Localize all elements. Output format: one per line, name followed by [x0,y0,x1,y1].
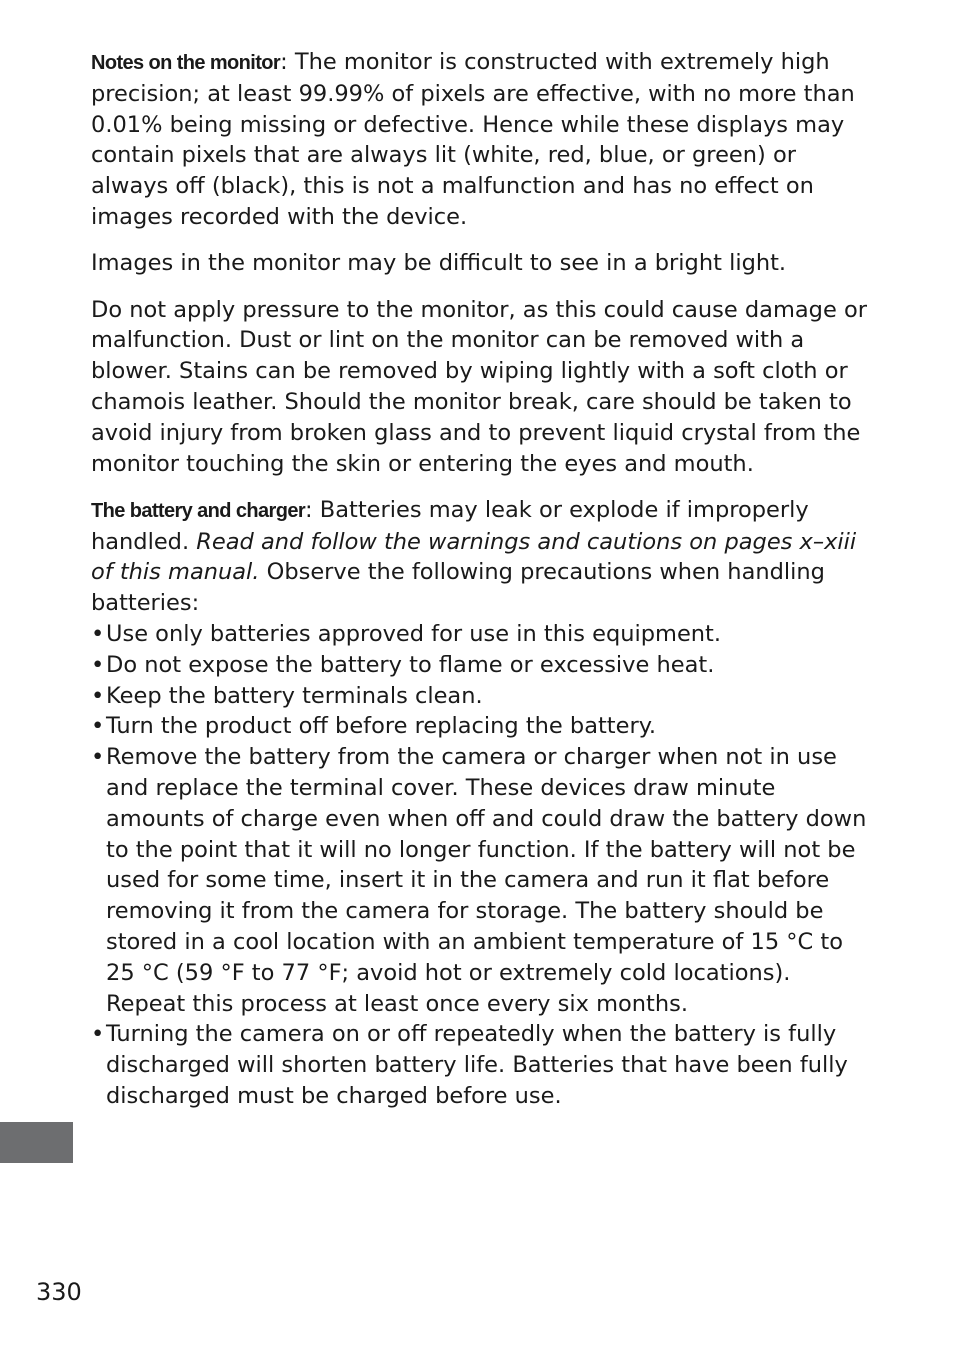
battery-section [91,495,871,1112]
monitor-notes-paragraph [91,47,871,233]
battery-precautions-list [91,619,871,1112]
list-item [91,711,871,742]
monitor-pressure-paragraph: Do not apply pressure to the monitor, as this could cause damage or malfunction. Dust or lint on the monitor can be removed with a blower. Stains can be removed by wiping lightly with a soft cloth or chamois leather. Should the monitor break, care should be taken to avoid injury from broken glass and to prevent liquid crystal from the monitor touching the skin or entering the eyes and mouth. [91,296,867,477]
battery-lead: The battery and charger [91,499,306,522]
battery-text-after: Observe the following precautions when handling batteries: [91,559,825,617]
list-item [91,650,871,681]
battery-text: : Batteries may leak or explode if improperly handled. [91,496,809,555]
list-item [91,1019,871,1111]
list-item [91,619,871,650]
bullet-icon: • [91,651,105,678]
bullet-icon: • [91,713,105,740]
monitor-bright-light-paragraph: Images in the monitor may be difficult to see in a bright light. [91,250,787,277]
bullet-icon: • [91,744,105,771]
battery-italic-reference: Read and follow the warnings and cautions on pages x–xiii of this manual. [91,528,857,586]
list-item-text: Keep the battery terminals clean. [106,682,483,709]
list-item [91,681,871,712]
battery-intro-paragraph [91,495,871,619]
list-item-text: Turn the product off before replacing the battery. [106,713,656,740]
chapter-side-tab [0,1122,73,1163]
bullet-icon: • [91,682,105,709]
page-content [91,47,871,1112]
list-item-text: Do not expose the battery to flame or excessive heat. [106,651,715,678]
list-item [91,742,871,1019]
list-item-text: Turning the camera on or off repeatedly when the battery is fully discharged will shorten battery life. Batteries that have been fully discharged must be charged before use. [106,1021,848,1109]
list-item-text: Use only batteries approved for use in this equipment. [106,621,722,648]
bullet-icon: • [91,1021,105,1048]
monitor-notes-lead: Notes on the monitor [91,52,281,74]
list-item-text: Remove the battery from the camera or charger when not in use and replace the terminal cover. These devices draw minute amounts of charge even when off and could draw the battery down to the point that it will no longer function. If the battery will not be used for some time, insert it in the camera and run it flat before removing it from the camera for storage. The battery should be stored in a cool location with an ambient temperature of 15 °C to 25 °C (59 °F to 77 °F; avoid hot or extremely cold locations). Repeat this process at least once every six months. [106,744,867,1017]
bullet-icon: • [91,621,105,648]
page-number: 330 [36,1278,82,1306]
monitor-notes-text: : The monitor is constructed with extremely high precision; at least 99.99% of pixels are effective, with no more than 0.01% being missing or defective. Hence while these displays may contain pixels that are always lit (white, red, blue, or green) or always off (black), this is not a malfunction and has no effect on images recorded with the device. [91,49,855,230]
